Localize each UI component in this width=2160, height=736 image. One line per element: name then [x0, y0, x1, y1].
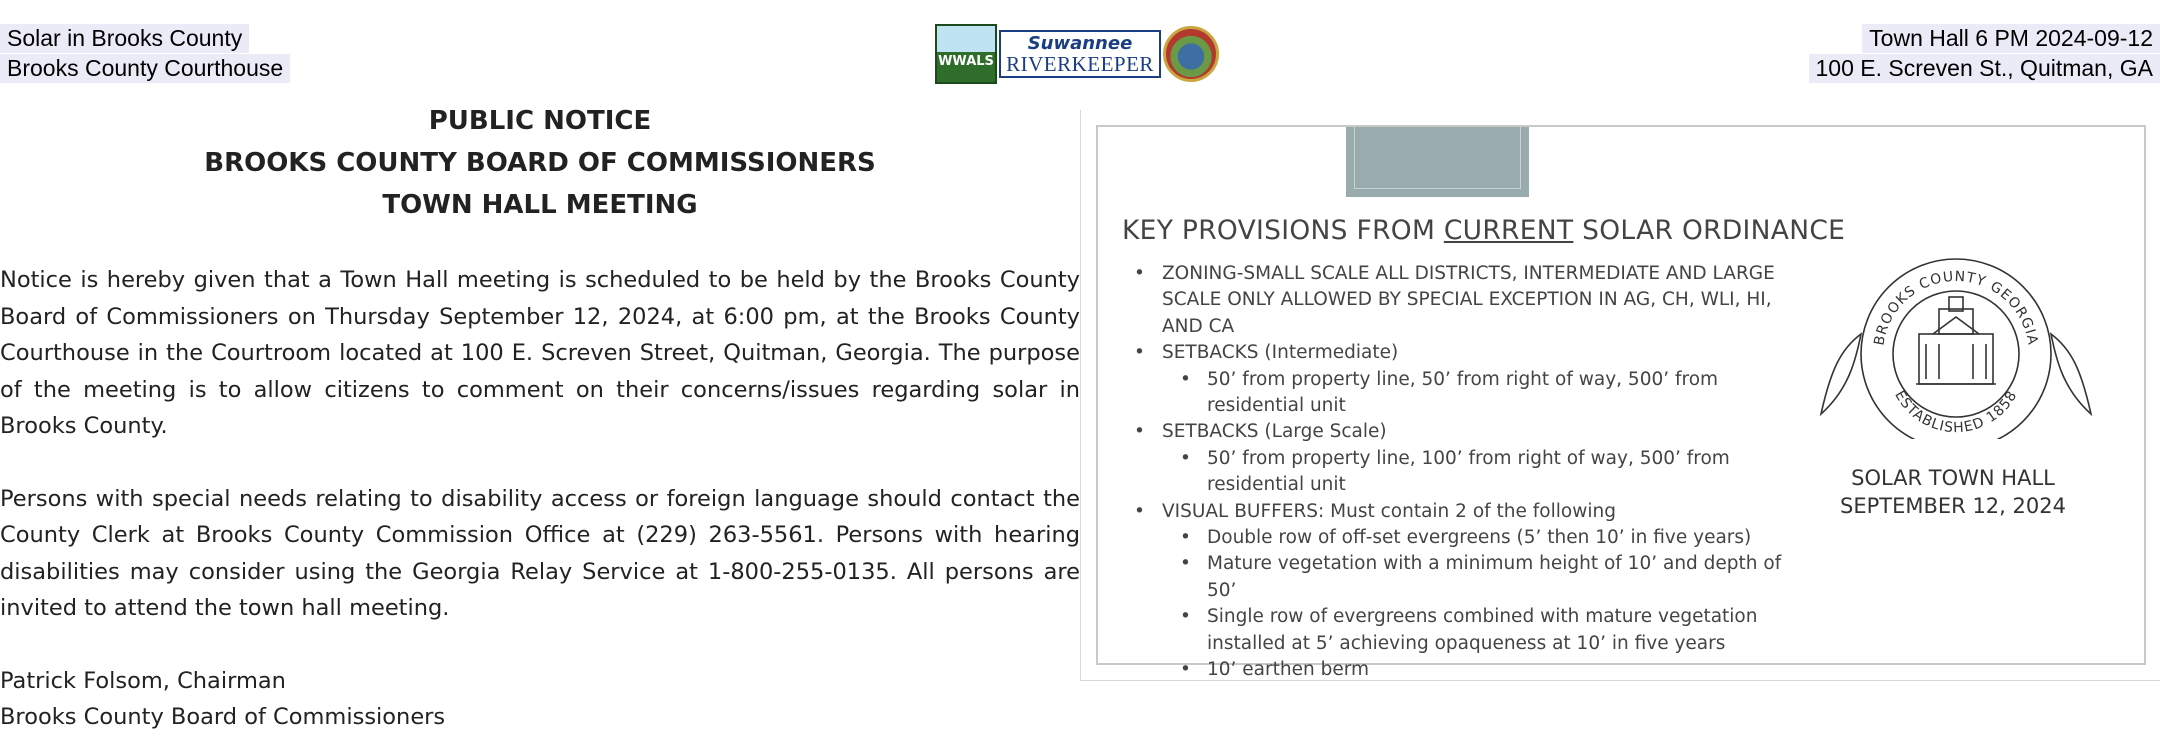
notice-title-1: PUBLIC NOTICE	[0, 100, 1080, 142]
provision-item: • ZONING-SMALL SCALE ALL DISTRICTS, INTERMEDIATE AND LARGE SCALE ONLY ALLOWED BY SPECIAL EXCEPTION IN AG, CH, WLI, HI, AND CA	[1122, 261, 1812, 340]
public-notice	[0, 100, 1080, 736]
provision-item: • 10’ earthen berm	[1122, 657, 1812, 683]
slide-title: KEY PROVISIONS FROM CURRENT SOLAR ORDINANCE	[1122, 215, 1845, 246]
slide-frame	[1096, 125, 2146, 665]
riverkeeper-line1: Suwannee	[1001, 35, 1159, 53]
provision-item: • Double row of off-set evergreens (5’ then 10’ in five years)	[1122, 525, 1812, 551]
provision-item: • Mature vegetation with a minimum height of 10’ and depth of 50’	[1122, 551, 1812, 604]
provision-item: • VISUAL BUFFERS: Must contain 2 of the following	[1122, 499, 1812, 525]
header-top-left-line2: Brooks County Courthouse	[0, 54, 290, 83]
provisions-list	[1122, 261, 1812, 684]
wwals-logo-text: WWALS	[937, 54, 995, 69]
suwannee-riverkeeper-logo[interactable]	[999, 30, 1161, 78]
header-top-right-line1: Town Hall 6 PM 2024-09-12	[1862, 24, 2160, 53]
wwals-circle-logo[interactable]	[1163, 26, 1219, 82]
header-top-right-line2: 100 E. Screven St., Quitman, GA	[1809, 54, 2160, 83]
provision-item: • SETBACKS (Large Scale)	[1122, 419, 1812, 445]
caption-line1: SOLAR TOWN HALL	[1828, 464, 2078, 492]
logo-strip	[935, 24, 1219, 84]
notice-paragraph-1: Notice is hereby given that a Town Hall meeting is scheduled to be held by the Brooks County Board of Commissioners on Thursday September 12, 2024, at 6:00 pm, at the Brooks County Courthouse in the Courtroom located at 100 E. Screven Street, Quitman, Georgia. The purpose of the meeting is to allow citizens to comment on their concerns/issues regarding solar in Brooks County.	[0, 262, 1080, 445]
svg-text:ESTABLISHED 1858	[1891, 388, 2020, 436]
provision-item: • Single row of evergreens combined with mature vegetation installed at 5’ achieving opaqueness at 10’ in five years	[1122, 604, 1812, 657]
seal-top-text: BROOKS COUNTY GEORGIA	[1871, 269, 2040, 347]
caption-line2: SEPTEMBER 12, 2024	[1828, 492, 2078, 520]
brooks-county-seal	[1811, 239, 2101, 439]
provision-item: • 50’ from property line, 50’ from right of way, 500’ from residential unit	[1122, 367, 1812, 420]
signature-name: Patrick Folsom, Chairman	[0, 663, 1080, 700]
riverkeeper-line2: RIVERKEEPER	[1001, 54, 1159, 75]
slide-tab-decoration	[1346, 127, 1529, 197]
notice-title-3: TOWN HALL MEETING	[0, 184, 1080, 226]
ordinance-slide	[1080, 110, 2160, 681]
seal-bottom-text: ESTABLISHED 1858	[1891, 388, 2020, 436]
provision-item: • 50’ from property line, 100’ from right of way, 500’ from residential unit	[1122, 446, 1812, 499]
signature-org: Brooks County Board of Commissioners	[0, 699, 1080, 736]
wwals-logo[interactable]	[935, 24, 997, 84]
solar-town-hall-caption	[1828, 464, 2078, 520]
provision-item: • SETBACKS (Intermediate)	[1122, 340, 1812, 366]
notice-title-2: BROOKS COUNTY BOARD OF COMMISSIONERS	[0, 142, 1080, 184]
notice-paragraph-2: Persons with special needs relating to disability access or foreign language should contact the County Clerk at Brooks County Commission Office at (229) 263-5561. Persons with hearing disabilities may consider using the Georgia Relay Service at 1-800-255-0135. All persons are invited to attend the town hall meeting.	[0, 481, 1080, 627]
header-top-left-line1: Solar in Brooks County	[0, 24, 249, 53]
